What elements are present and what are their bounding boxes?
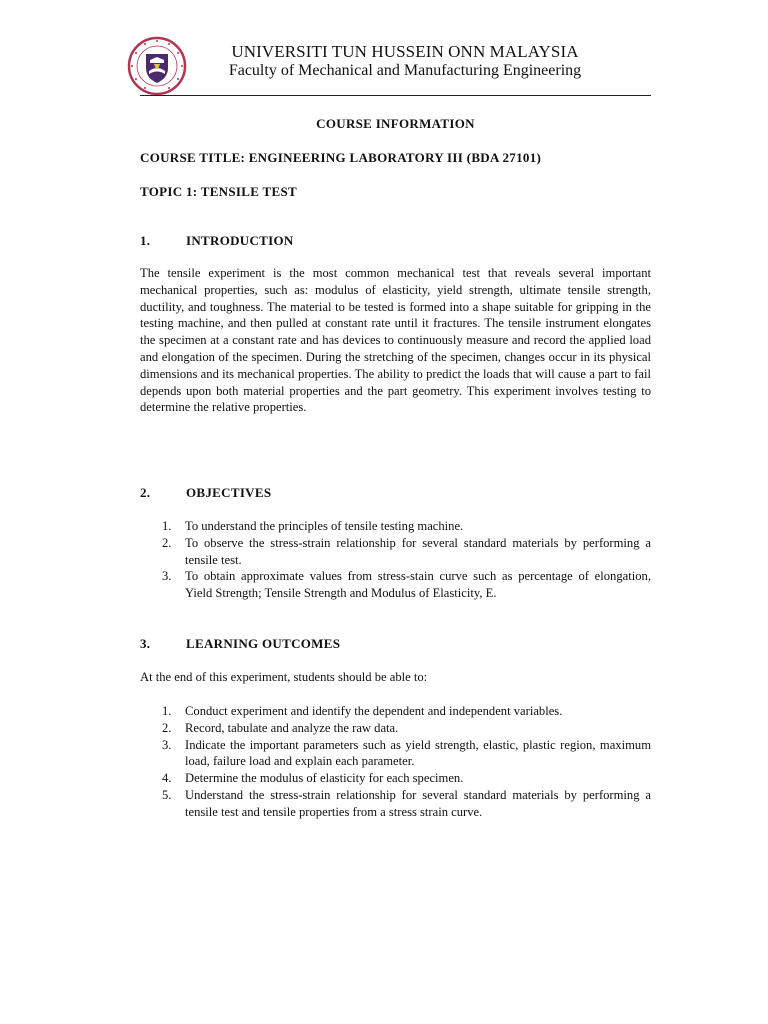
objectives-list xyxy=(140,518,651,602)
section-number: 1. xyxy=(140,233,151,248)
list-item-text: Understand the stress-strain relationship for several standard materials by performing a tensile test and tensile properties from a stress strain curve. xyxy=(185,787,651,819)
course-title: COURSE TITLE: ENGINEERING LABORATORY III (BDA 27101) xyxy=(140,150,542,165)
list-item-number: 3. xyxy=(162,569,172,584)
section-objectives-heading xyxy=(140,485,271,501)
list-item xyxy=(140,770,651,787)
faculty-name: Faculty of Mechanical and Manufacturing Engineering xyxy=(228,62,582,79)
list-item-number: 2. xyxy=(162,720,172,735)
list-item-number: 1. xyxy=(162,519,172,533)
section-number: 2. xyxy=(140,485,151,500)
section-introduction-heading xyxy=(140,233,294,249)
list-item-text: To understand the principles of tensile testing machine. xyxy=(185,519,464,533)
list-item-text: Indicate the important parameters such as yield strength, elastic, plastic region, maximum load, failure load and explain each parameter. xyxy=(185,737,651,769)
list-item-number: 3. xyxy=(162,737,172,752)
list-item xyxy=(140,568,651,602)
section-number: 3. xyxy=(140,636,151,651)
university-name: UNIVERSITI TUN HUSSEIN ONN MALAYSIA xyxy=(231,42,579,61)
university-crest-icon xyxy=(127,36,187,96)
topic-title: TOPIC 1: TENSILE TEST xyxy=(140,184,297,199)
list-item-text: To observe the stress-strain relationship for several standard materials by performing a tensile test. xyxy=(185,535,651,567)
list-item-text: To obtain approximate values from stress-stain curve such as percentage of elongation, Yield Strength; Tensile Strength and Modulus of Elasticity, E. xyxy=(185,569,651,601)
list-item-number: 4. xyxy=(162,771,172,786)
list-item xyxy=(140,787,651,821)
list-item-number: 5. xyxy=(162,787,172,802)
course-info-heading: COURSE INFORMATION xyxy=(316,116,475,131)
list-item xyxy=(140,737,651,771)
document-header xyxy=(127,34,652,96)
introduction-paragraph: The tensile experiment is the most common mechanical test that reveals several important mechanical properties, such as: modulus of elasticity, yield strength, ultimate tensile strength, ductility, and toughness. The material to be tested is formed into a shape suitable for gripping in the testing machine, and then pulled at constant rate until it fractures. The tensile instrument elongates the specimen at a constant rate and has devices to continuously measure and record the applied load and elongation of the specimen. During the stretching of the specimen, changes occur in its physical dimensions and its mechanical properties. The ability to predict the loads that will cause a part to fail depends upon both material properties and the part geometry. This experiment involves testing to determine the relative properties. xyxy=(140,266,651,415)
section-title-text: INTRODUCTION xyxy=(186,233,294,248)
list-item-text: Record, tabulate and analyze the raw data. xyxy=(185,720,399,735)
list-item-number: 2. xyxy=(162,535,172,550)
list-item-number: 1. xyxy=(162,704,172,718)
list-item-text: Conduct experiment and identify the dependent and independent variables. xyxy=(185,704,563,718)
university-logo xyxy=(127,36,187,96)
list-item xyxy=(140,535,651,569)
section-title-text: LEARNING OUTCOMES xyxy=(186,636,341,651)
learning-outcomes-list xyxy=(140,703,651,821)
section-learning-outcomes-heading xyxy=(140,636,340,652)
list-item xyxy=(140,720,651,737)
list-item xyxy=(140,518,651,535)
list-item-text: Determine the modulus of elasticity for each specimen. xyxy=(185,771,464,786)
header-divider xyxy=(140,95,651,96)
list-item xyxy=(140,703,651,720)
learning-outcomes-intro: At the end of this experiment, students should be able to: xyxy=(140,670,428,684)
section-title-text: OBJECTIVES xyxy=(186,485,272,500)
